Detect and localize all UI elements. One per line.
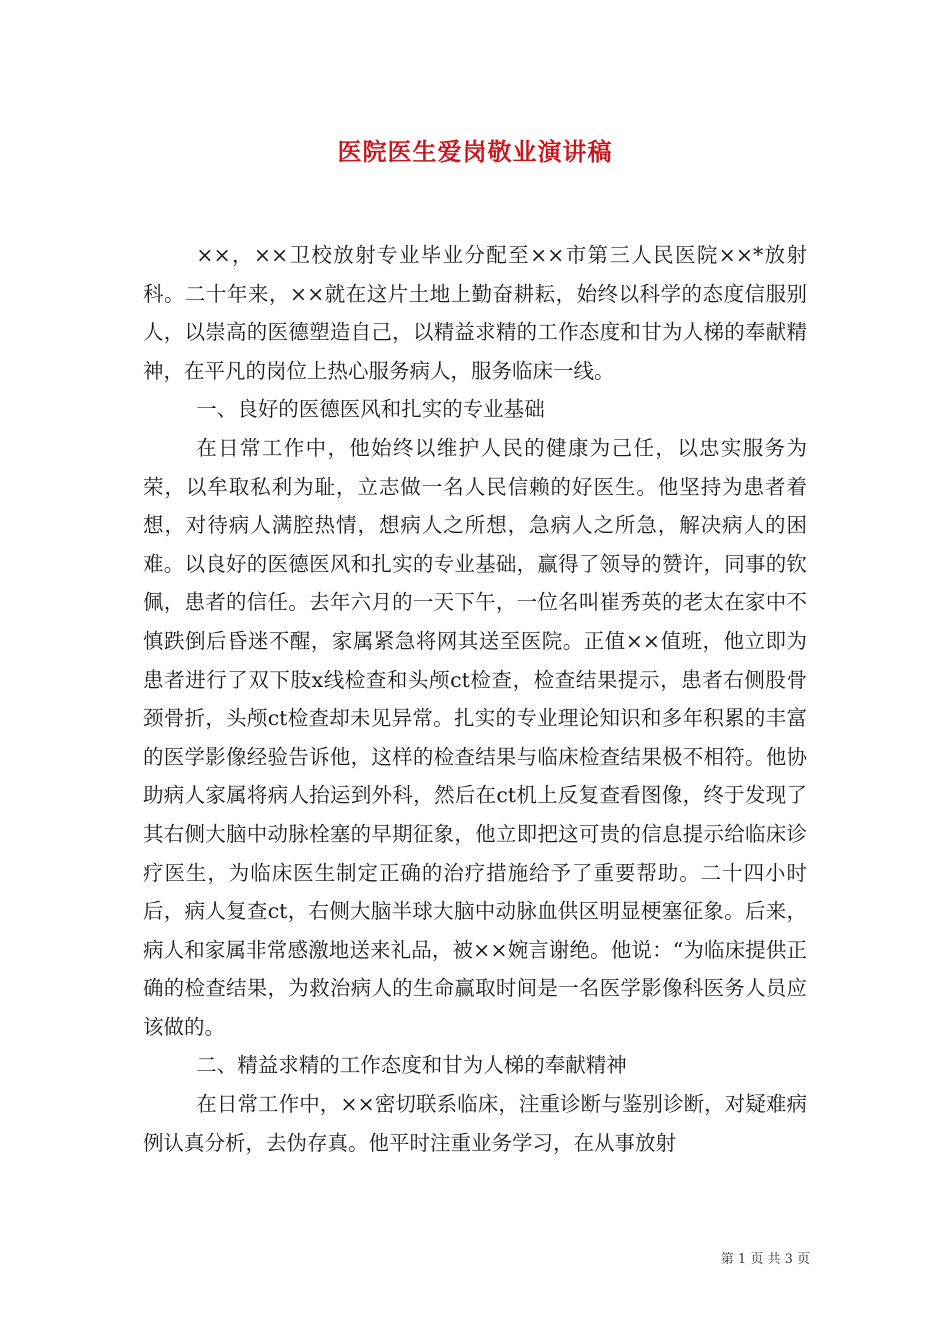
paragraph-section-1: 在日常工作中，他始终以维护人民的健康为己任，以忠实服务为荣，以牟取私利为耻，立志做一名人民信赖的好医生。他坚持为患者着想，对待病人满腔热情，想病人之所想，急病人之所急，解决病人的困难。以良好的医德医风和扎实的专业基础，赢得了领导的赞许，同事的钦佩，患者的信任。去年六月的一天下午，一位名叫崔秀英的老太在家中不慎跌倒后昏迷不醒，家属紧急将网其送至医院。正值××值班，他立即为患者进行了双下肢x线检查和头颅ct检查，检查结果提示，患者右侧股骨颈骨折，头颅ct检查却未见异常。扎实的专业理论知识和多年积累的丰富的医学影像经验告诉他，这样的检查结果与临床检查结果极不相符。他协助病人家属将病人抬运到外科，然后在ct机上反复查看图像，终于发现了其右侧大脑中动脉栓塞的早期征象，他立即把这可贵的信息提示给临床诊疗医生，为临床医生制定正确的治疗措施给予了重要帮助。二十四小时后，病人复查ct，右侧大脑半球大脑中动脉血供区明显梗塞征象。后来，病人和家属非常感激地送来礼品，被××婉言谢绝。他说：“为临床提供正确的检查结果，为救治病人的生命赢取时间是一名医学影像科医务人员应该做的。 [143,435,807,1039]
page-number-footer: 第 1 页 共 3 页 [720,1252,810,1267]
paragraph-intro: ××，××卫校放射专业毕业分配至××市第三人民医院××*放射科。二十年来，××就在这片土地上勤奋耕耘，始终以科学的态度信服别人，以崇高的医德塑造自己，以精益求精的工作态度和甘为人梯的奉献精神，在平凡的岗位上热心服务病人，服务临床一线。 [143,243,807,383]
section-heading-1: 一、良好的医德医风和扎实的专业基础 [196,397,545,422]
section-heading-2: 二、精益求精的工作态度和甘为人梯的奉献精神 [196,1053,627,1078]
paragraph-section-2: 在日常工作中，××密切联系临床，注重诊断与鉴别诊断，对疑难病例认真分析，去伪存真。他平时注重业务学习，在从事放射 [143,1092,807,1155]
document-title: 医院医生爱岗敬业演讲稿 [337,137,613,166]
document-body [143,236,807,1162]
